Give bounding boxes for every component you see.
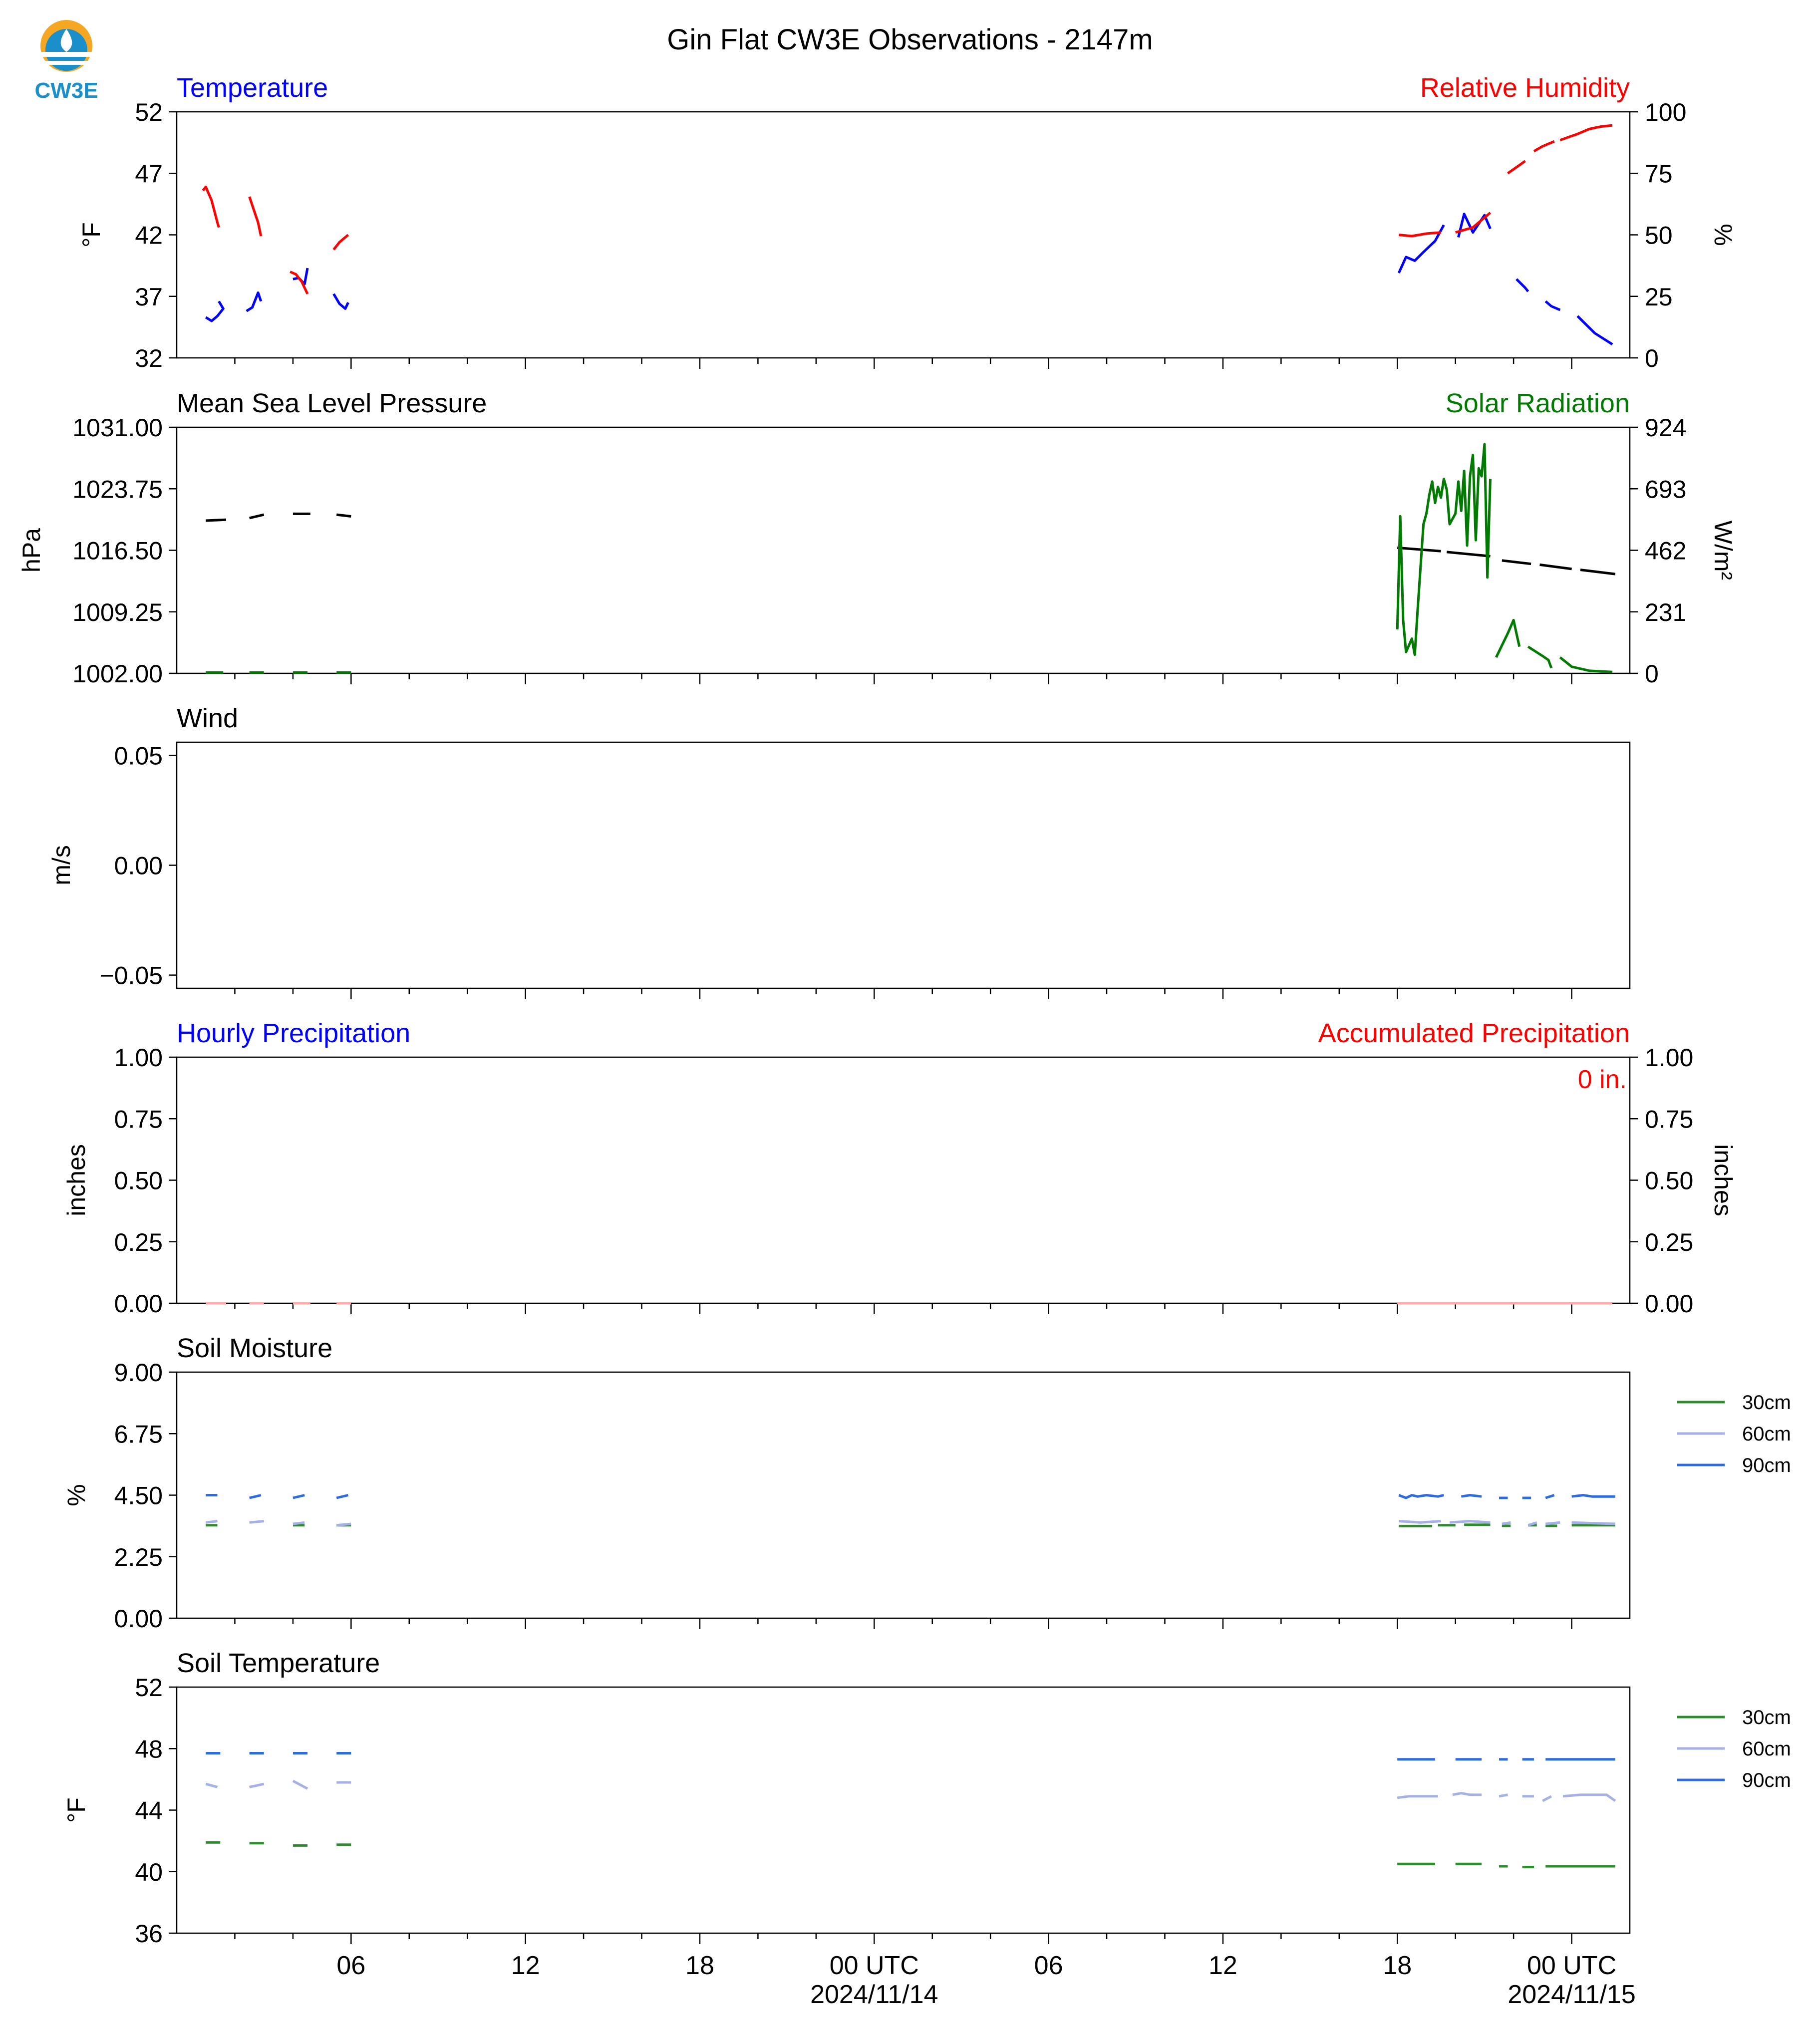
- panel-title-right: Accumulated Precipitation: [1318, 1018, 1630, 1048]
- y-tick-label-right: 0.75: [1645, 1105, 1694, 1134]
- legend-label: 90cm: [1742, 1769, 1791, 1791]
- legend-label: 30cm: [1742, 1707, 1791, 1729]
- series-segment: [250, 1521, 264, 1523]
- y-tick-label-right: 0: [1645, 660, 1659, 688]
- y-tick-label-left: 47: [135, 160, 163, 188]
- y-axis-label-left: °F: [62, 1797, 90, 1823]
- y-axis-label-left: %: [62, 1484, 90, 1506]
- y-axis-label-right: W/m²: [1709, 520, 1737, 580]
- y-tick-label-right: 924: [1645, 414, 1687, 442]
- series-segment: [1461, 1495, 1482, 1497]
- panel-title-left: Soil Moisture: [177, 1333, 333, 1363]
- y-tick-label-left: 0.25: [114, 1228, 163, 1256]
- x-tick-label: 18: [1383, 1951, 1412, 1980]
- y-tick-label-left: 52: [135, 98, 163, 126]
- series-segment: [336, 1524, 351, 1525]
- y-tick-label-left: 0.00: [114, 1605, 163, 1633]
- y-axis-label-left: m/s: [47, 845, 75, 885]
- y-axis-label-right: inches: [1709, 1144, 1737, 1216]
- y-tick-label-left: 40: [135, 1858, 163, 1886]
- y-tick-label-right: 0.50: [1645, 1166, 1694, 1195]
- y-tick-label-left: 1023.75: [72, 475, 163, 504]
- panel-title-left: Temperature: [177, 73, 328, 103]
- panel-title-left: Hourly Precipitation: [177, 1018, 411, 1048]
- x-tick-label: 00 UTC: [1526, 1951, 1617, 1980]
- y-tick-label-left: 0.50: [114, 1166, 163, 1195]
- series-segment: [1450, 1521, 1491, 1523]
- y-tick-label-right: 25: [1645, 283, 1673, 311]
- x-tick-label: 12: [1208, 1951, 1237, 1980]
- legend-label: 60cm: [1742, 1738, 1791, 1760]
- logo-text: CW3E: [34, 78, 98, 103]
- y-axis-label-left: inches: [62, 1144, 90, 1216]
- legend-label: 90cm: [1742, 1454, 1791, 1476]
- x-tick-label: 06: [336, 1951, 366, 1980]
- y-tick-label-right: 693: [1645, 475, 1687, 504]
- y-tick-label-left: 9.00: [114, 1359, 163, 1387]
- x-date-label: 2024/11/15: [1508, 1980, 1636, 2009]
- panel-title-right: Relative Humidity: [1420, 73, 1630, 103]
- y-tick-label-left: 0.75: [114, 1105, 163, 1134]
- y-tick-label-left: 44: [135, 1796, 163, 1825]
- series-segment: [1502, 1522, 1511, 1524]
- series-segment: [336, 515, 351, 516]
- y-tick-label-right: 0.25: [1645, 1228, 1694, 1256]
- series-segment: [1572, 1522, 1615, 1524]
- panel-title-left: Wind: [177, 703, 239, 733]
- y-axis-label-right: %: [1709, 224, 1737, 246]
- y-tick-label-right: 75: [1645, 160, 1673, 188]
- series-segment: [1545, 1522, 1560, 1524]
- y-tick-label-left: 52: [135, 1674, 163, 1702]
- y-tick-label-left: 6.75: [114, 1420, 163, 1449]
- y-tick-label-left: 1.00: [114, 1044, 163, 1072]
- legend-label: 30cm: [1742, 1392, 1791, 1414]
- panel-title-right: Solar Radiation: [1445, 388, 1630, 418]
- y-tick-label-left: 4.50: [114, 1481, 163, 1510]
- y-tick-label-right: 100: [1645, 98, 1687, 126]
- y-tick-label-left: 0.05: [114, 742, 163, 770]
- y-tick-label-right: 0: [1645, 344, 1659, 372]
- y-tick-label-left: 0.00: [114, 1290, 163, 1318]
- y-tick-label-left: 0.00: [114, 852, 163, 880]
- y-tick-label-right: 462: [1645, 537, 1687, 565]
- y-tick-label-right: 50: [1645, 221, 1673, 250]
- x-tick-label: 00 UTC: [829, 1951, 919, 1980]
- panel-title-left: Soil Temperature: [177, 1648, 380, 1678]
- y-tick-label-right: 0.00: [1645, 1290, 1694, 1318]
- x-tick-label: 18: [685, 1951, 714, 1980]
- y-tick-label-right: 1.00: [1645, 1044, 1694, 1072]
- y-tick-label-right: 231: [1645, 598, 1687, 626]
- x-tick-label: 12: [511, 1951, 540, 1980]
- figure-title: Gin Flat CW3E Observations - 2147m: [667, 23, 1153, 56]
- y-tick-label-left: 1031.00: [72, 414, 163, 442]
- y-tick-label-left: 2.25: [114, 1543, 163, 1571]
- y-tick-label-left: 1002.00: [72, 660, 163, 688]
- accumulated-total-label: 0 in.: [1577, 1065, 1627, 1094]
- series-segment: [1499, 1795, 1508, 1796]
- x-date-label: 2024/11/14: [810, 1980, 938, 2009]
- series-segment: [293, 1522, 304, 1524]
- y-tick-label-left: 48: [135, 1735, 163, 1763]
- y-tick-label-left: 1016.50: [72, 537, 163, 565]
- panel-title-left: Mean Sea Level Pressure: [177, 388, 487, 418]
- y-tick-label-left: 1009.25: [72, 598, 163, 626]
- series-segment: [1572, 1495, 1615, 1497]
- y-tick-label-left: 32: [135, 344, 163, 372]
- x-tick-label: 06: [1034, 1951, 1063, 1980]
- y-axis-label-left: °F: [77, 222, 105, 248]
- y-tick-label-left: 42: [135, 221, 163, 250]
- y-tick-label-left: −0.05: [99, 961, 163, 990]
- series-segment: [1399, 1521, 1441, 1523]
- y-tick-label-left: 37: [135, 283, 163, 311]
- series-segment: [206, 520, 226, 521]
- legend-label: 60cm: [1742, 1423, 1791, 1445]
- series-segment: [206, 1521, 217, 1523]
- y-axis-label-left: hPa: [17, 528, 45, 573]
- y-tick-label-left: 36: [135, 1920, 163, 1948]
